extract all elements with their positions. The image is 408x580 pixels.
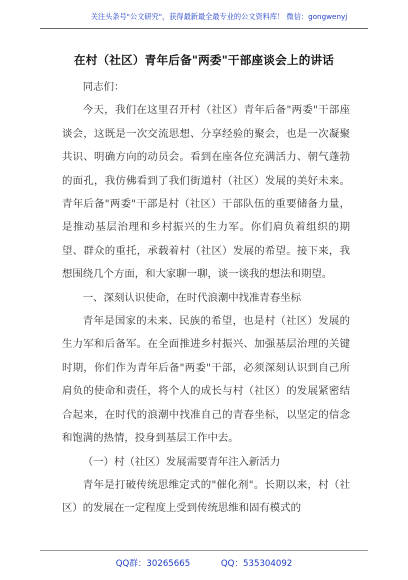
header-banner: 关注头条号"公文研究"，获得最新最全最专业的公文资料库！ 微信：gongwenyj — [90, 12, 348, 21]
footer-contact — [40, 557, 368, 569]
paragraph-section-1: 青年是国家的未来、民族的希望，也是村（社区）发展的生力军和后备军。在全面推进乡村振兴、加强基层治理的关键时期，你们作为青年后备"两委"干部，必须深刻认识到自己所肩负的使命和责任，将个人的成长与村（社区）的发展紧密结合起来，在时代的浪潮中找准自己的青春坐标，以坚定的信念和饱满的热情，投身到基层工作中去。 — [62, 315, 350, 445]
subsection-heading-1: （一）村（社区）发展需要青年注入新活力 — [82, 455, 281, 468]
salutation: 同志们： — [82, 81, 125, 93]
section-heading-1: 一、深刻认识使命，在时代浪潮中找准青春坐标 — [82, 291, 301, 304]
footer-qq-group: QQ群：30265665 — [115, 559, 191, 569]
footer-divider — [40, 550, 368, 551]
paragraph-subsection-1: 青年是打破传统思维定式的"催化剂"。长期以来，村（社区）的发展在一定程度上受到传统思维和固有模式的 — [62, 478, 350, 515]
document-title: 在村（社区）青年后备"两委"干部座谈会上的讲话 — [73, 53, 335, 67]
document-body — [62, 76, 350, 521]
footer-qq-number: QQ：535304092 — [220, 559, 293, 569]
paragraph-intro: 今天，我们在这里召开村（社区）青年后备"两委"干部座谈会，这既是一次交流思想、分享经验的聚会，也是一次凝聚共识、明确方向的动员会。看到在座各位充满活力、朝气蓬勃的面孔，我仿佛看到了我们街道村（社区）发展的美好未来。青年后备"两委"干部是村（社区）干部队伍的重要储备力量，是推动基层治理和乡村振兴的生力军。你们肩负着组织的期望、群众的重托，承载着村（社区）发展的希望。接下来，我想围绕几个方面，和大家聊一聊，谈一谈我的想法和期望。 — [62, 104, 350, 281]
header-divider — [40, 28, 368, 29]
